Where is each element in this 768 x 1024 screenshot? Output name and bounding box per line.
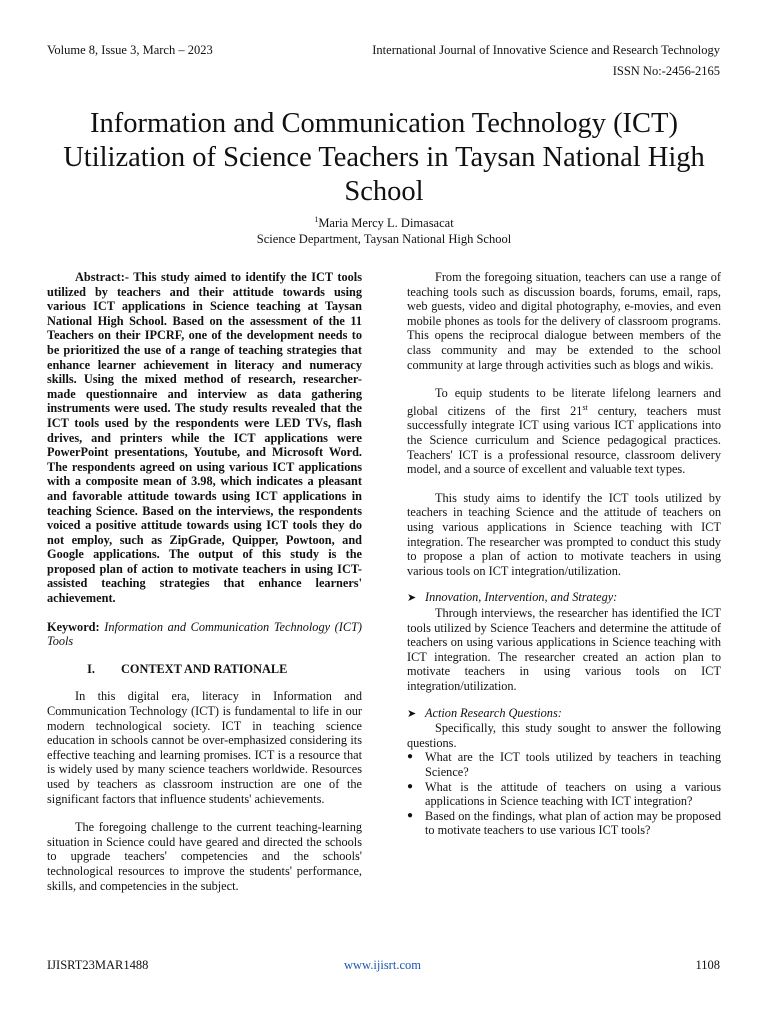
list-item — [407, 780, 721, 809]
paragraph: Through interviews, the researcher has identified the ICT tools utilized by Science Teachers and determine the attitude of teachers on using various applications in Science teaching with ICT integration. The researcher created an action plan to motivate teachers in using various tools on ICT integration/utilization. — [407, 605, 721, 693]
issn: ISSN No:-2456-2165 — [612, 64, 720, 78]
arrow-icon: ➤ — [407, 592, 417, 605]
author-name — [0, 212, 768, 231]
para-text: To equip students to be literate lifelong learners and global citizens of the first 21 — [407, 386, 721, 418]
paragraph: This study aims to identify the ICT tools utilized by teachers in teaching Science and the attitude of teachers on using various applications in Science teaching with ICT integration. The researcher was prompted to conduct this study to propose a plan of action to motivate teachers in using various tools on ICT integration/utilization. — [407, 490, 721, 578]
list-item — [407, 750, 721, 779]
list-item-text: Based on the findings, what plan of action may be proposed to motivate teachers to use various ICT tools? — [425, 808, 721, 838]
keywords — [47, 620, 362, 649]
section-number: I. — [87, 661, 95, 676]
para-text: century, teachers must successfully integrate ICT using various ICT applications into the Science curriculum and Science pedagogical practices. Teachers' ICT is a professional resource, classroom delivery model, and a source of excellent and valuable text types. — [407, 403, 721, 477]
keyword-text: Information and Communication Technology (ICT) Tools — [47, 619, 363, 649]
section-title: CONTEXT AND RATIONALE — [121, 661, 288, 676]
keyword-label: Keyword: — [47, 619, 100, 634]
volume-info: Volume 8, Issue 3, March – 2023 — [47, 43, 213, 57]
author-affiliation: Science Department, Taysan National High School — [256, 232, 512, 247]
author-block — [0, 212, 768, 247]
list-item-text: What are the ICT tools utilized by teachers in teaching Science? — [425, 750, 721, 779]
left-column — [47, 270, 362, 893]
paragraph: From the foregoing situation, teachers can use a range of teaching tools such as discussion boards, forums, email, raps, web guests, video and digital photography, e-movies, and even mobile phones as tools for the delivery of classroom programs. This opens the reciprocal dialogue between members of the class community and may be extended to the school community at large through activities such as blogs and wikis. — [407, 270, 721, 372]
author-name-text: Maria Mercy L. Dimasacat — [318, 216, 454, 231]
list-item — [407, 809, 721, 838]
subheading-text: Action Research Questions: — [425, 705, 562, 720]
paragraph: The foregoing challenge to the current teaching-learning situation in Science could have geared and directed the schools to upgrade teachers' competencies and the schools' technological resources to improve the students' performance, skills, and competencies in the subject. — [47, 820, 362, 893]
paragraph: Specifically, this study sought to answer the following questions. — [407, 721, 721, 750]
abstract: Abstract:- This study aimed to identify the ICT tools utilized by teachers and their attitude towards using various ICT applications in Science teaching at Taysan National High School. Based on the assessment of the 11 Teachers on their IPCRF, one of the development needs to be prioritized the use of a range of teaching strategies that enhance learner achievement in literacy and numeracy skills. Using the mixed method of research, researcher-made questionnaire and interview as data gathering instruments were used. The study results revealed that the ICT tools used by the respondents were LED TVs, flash drives, and printers while the ICT applications were PowerPoint presentations, Youtube, and Microsoft Word. The respondents agreed on using various ICT applications with a composite mean of 3.98, which indicates a pleasant and favorable attitude towards using ICT applications in teaching Science. Based on the interviews, the respondents voiced a positive attitude towards using ICT tools they do not employ, such as ZipGrade, Quipper, Powtoon, and Google applications. The output of this study is the proposed plan of action to motivate teachers in using ICT-assisted teaching strategies that enhance learners' achievement. — [47, 270, 362, 606]
section-heading — [47, 662, 362, 677]
right-column — [407, 270, 721, 838]
question-list — [407, 750, 721, 838]
paragraph: In this digital era, literacy in Information and Communication Technology (ICT) is fundamental to life in our modern technological society. ICT in teaching science education in schools cannot be over-emphasized considering its effective teaching and learning promises. ICT is a resource that is widely used by many science teachers worldwide. Resources used by teachers as classroom instruction are one of the significant factors that influence students' achievements. — [47, 689, 362, 806]
paper-title: Information and Communication Technology (ICT) Utilization of Science Teachers in Taysan National High School — [63, 108, 705, 208]
paragraph — [407, 386, 721, 477]
arrow-icon: ➤ — [407, 707, 417, 720]
superscript: st — [582, 402, 588, 412]
subheading-text: Innovation, Intervention, and Strategy: — [425, 590, 618, 605]
subheading-innovation — [407, 590, 721, 606]
journal-url-link[interactable]: www.ijisrt.com — [344, 958, 421, 972]
author-sup: 1 — [314, 215, 319, 224]
list-item-text: What is the attitude of teachers on using a various applications in Science teaching with ICT integration? — [425, 779, 721, 809]
bullet-icon: ● — [407, 751, 414, 763]
paper-code: IJISRT23MAR1488 — [47, 958, 149, 972]
journal-name: International Journal of Innovative Science and Research Technology — [372, 43, 720, 57]
page-number: 1108 — [695, 958, 720, 972]
bullet-icon: ● — [407, 809, 414, 821]
subheading-questions — [407, 706, 721, 722]
bullet-icon: ● — [407, 780, 414, 792]
